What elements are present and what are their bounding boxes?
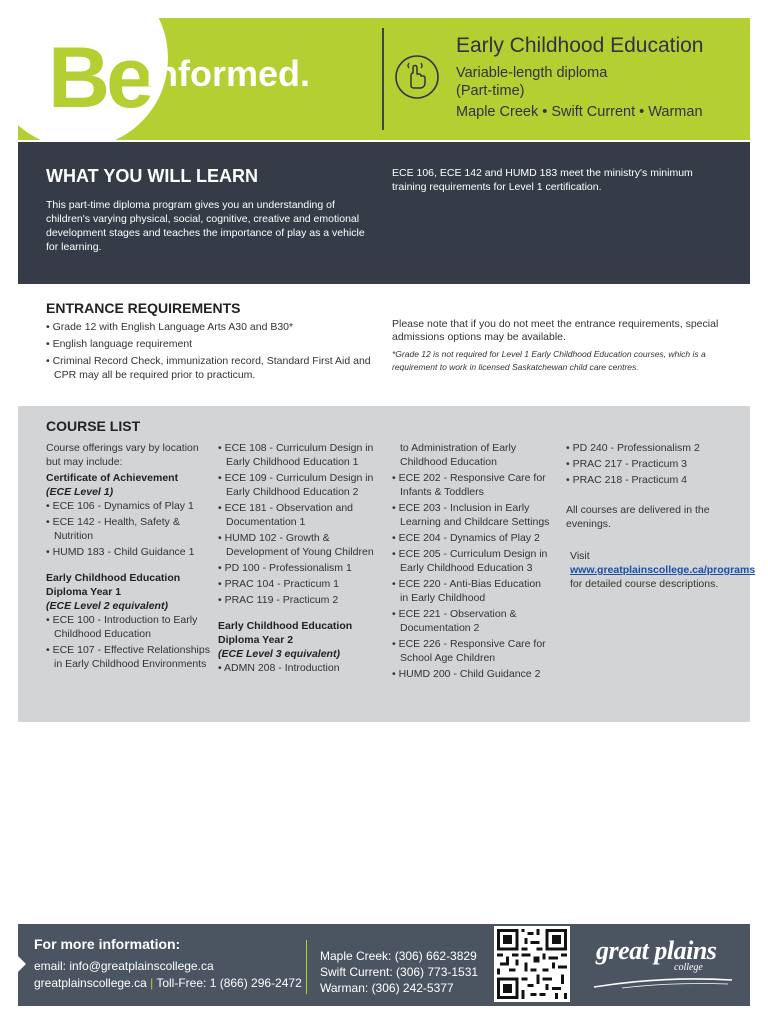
course-column-3 — [392, 441, 552, 683]
learn-certification-note: ECE 106, ECE 142 and HUMD 183 meet the ministry's minimum training requirements for Level 1 certification. — [392, 167, 693, 193]
footer-email[interactable]: email: info@greatplainscollege.ca — [34, 959, 214, 973]
list-item: • ECE 181 - Observation and Documentation 1 — [218, 502, 353, 528]
list-item: • ECE 205 - Curriculum Design in Early Childhood Education 3 — [392, 548, 548, 574]
entrance-list — [46, 320, 376, 385]
list-item: • ECE 142 - Health, Safety & Nutrition — [46, 516, 180, 542]
list-item: • ECE 107 - Effective Relationships in Early Childhood Environments — [46, 644, 210, 670]
course-column-4 — [566, 441, 756, 593]
list-item: • PRAC 217 - Practicum 3 — [566, 458, 687, 470]
year1-subheading: (ECE Level 2 equivalent) — [46, 600, 168, 612]
list-item: • Criminal Record Check, immunization record, Standard First Aid and CPR may all be required prior to practicum. — [46, 355, 371, 381]
learn-body: This part-time diploma program gives you an understanding of children's varying physical, social, cognitive, creative and emotional development stages and teaches the importance of play as a vehicle for learning. — [46, 199, 365, 253]
list-item: • ECE 100 - Introduction to Early Childhood Education — [46, 614, 198, 640]
list-item: • ADMN 208 - Introduction — [218, 662, 340, 674]
list-item: • ECE 226 - Responsive Care for School Age Children — [392, 638, 546, 664]
cert-heading: Certificate of Achievement — [46, 472, 179, 484]
logo-swoosh — [592, 974, 736, 990]
header-banner — [18, 18, 750, 140]
contact-warman: Warman: (306) 242-5377 — [320, 981, 454, 995]
be-wordmark: Be — [48, 30, 150, 126]
program-title: Early Childhood Education — [456, 34, 704, 57]
informed-wordmark: informed. — [146, 53, 311, 94]
footer-heading: For more information: — [34, 936, 181, 952]
program-locations: Maple Creek • Swift Current • Warman — [456, 104, 703, 120]
entrance-heading: ENTRANCE REQUIREMENTS — [46, 300, 241, 316]
grade12-footnote: *Grade 12 is not required for Level 1 Early Childhood Education courses, which is a requirement to work in licensed Saskatchewan child care centres. — [392, 349, 706, 372]
header-divider — [382, 28, 384, 130]
course-column-1 — [46, 441, 211, 673]
list-item: • ECE 108 - Curriculum Design in Early Childhood Education 1 — [218, 442, 374, 468]
list-item: • ECE 204 - Dynamics of Play 2 — [392, 532, 540, 544]
list-item: • ECE 202 - Responsive Care for Infants & Toddlers — [392, 472, 546, 498]
evenings-note: All courses are delivered in the evenings. — [566, 504, 710, 530]
program-format: (Part-time) — [456, 83, 525, 99]
list-item: • ECE 220 - Anti-Bias Education in Early Childhood — [392, 578, 542, 604]
list-item: • HUMD 200 - Child Guidance 2 — [392, 668, 541, 680]
college-logo-sub: college — [674, 962, 703, 973]
visit-label: Visit — [570, 550, 590, 562]
cert-subheading: (ECE Level 1) — [46, 486, 114, 498]
college-logo: great plains — [596, 936, 717, 965]
list-item: • ECE 221 - Observation & Documentation 2 — [392, 608, 517, 634]
course-column-2 — [218, 441, 378, 677]
footer-divider — [306, 940, 307, 994]
course-heading: COURSE LIST — [46, 418, 141, 434]
list-item: • ECE 109 - Curriculum Design in Early Childhood Education 2 — [218, 472, 374, 498]
year1-heading: Early Childhood Education Diploma Year 1 — [46, 572, 181, 598]
year2-subheading: (ECE Level 3 equivalent) — [218, 648, 340, 660]
visit-note — [566, 549, 756, 591]
contact-swift-current: Swift Current: (306) 773-1531 — [320, 965, 479, 979]
list-item: • English language requirement — [46, 338, 193, 350]
hand-touch-icon — [394, 54, 440, 100]
list-item: • PRAC 218 - Practicum 4 — [566, 474, 687, 486]
footer-separator: | — [150, 976, 154, 990]
list-item: • PRAC 104 - Practicum 1 — [218, 578, 339, 590]
admissions-note: Please note that if you do not meet the entrance requirements, special admissions options may be available. — [392, 318, 719, 343]
visit-tail: for detailed course descriptions. — [570, 578, 719, 590]
list-item: • HUMD 102 - Growth & Development of Young Children — [218, 532, 374, 558]
footer-website-link[interactable]: greatplainscollege.ca — [34, 976, 147, 990]
contact-maple-creek: Maple Creek: (306) 662-3829 — [320, 949, 477, 963]
year2-heading: Early Childhood Education Diploma Year 2 — [218, 620, 353, 646]
footer-web-line — [34, 975, 302, 991]
list-item: • ECE 203 - Inclusion in Early Learning and Childcare Settings — [392, 502, 550, 528]
list-item: • Grade 12 with English Language Arts A30 and B30* — [46, 321, 294, 333]
programs-link[interactable]: www.greatplainscollege.ca/programs — [570, 564, 756, 576]
course-intro: Course offerings vary by location but may include: — [46, 442, 199, 468]
list-item: • PD 100 - Professionalism 1 — [218, 562, 352, 574]
footer-tollfree: Toll-Free: 1 (866) 296-2472 — [156, 976, 302, 990]
qr-code-icon[interactable] — [494, 926, 570, 1002]
program-subtitle: Variable-length diploma — [456, 65, 608, 81]
list-item: • ECE 106 - Dynamics of Play 1 — [46, 500, 194, 512]
arrow-icon — [18, 956, 26, 972]
list-item-continued: to Administration of Early Childhood Education — [400, 442, 517, 468]
list-item: • PRAC 119 - Practicum 2 — [218, 594, 339, 606]
list-item: • PD 240 - Professionalism 2 — [566, 442, 700, 454]
learn-heading: WHAT YOU WILL LEARN — [46, 166, 258, 186]
list-item: • HUMD 183 - Child Guidance 1 — [46, 546, 195, 558]
